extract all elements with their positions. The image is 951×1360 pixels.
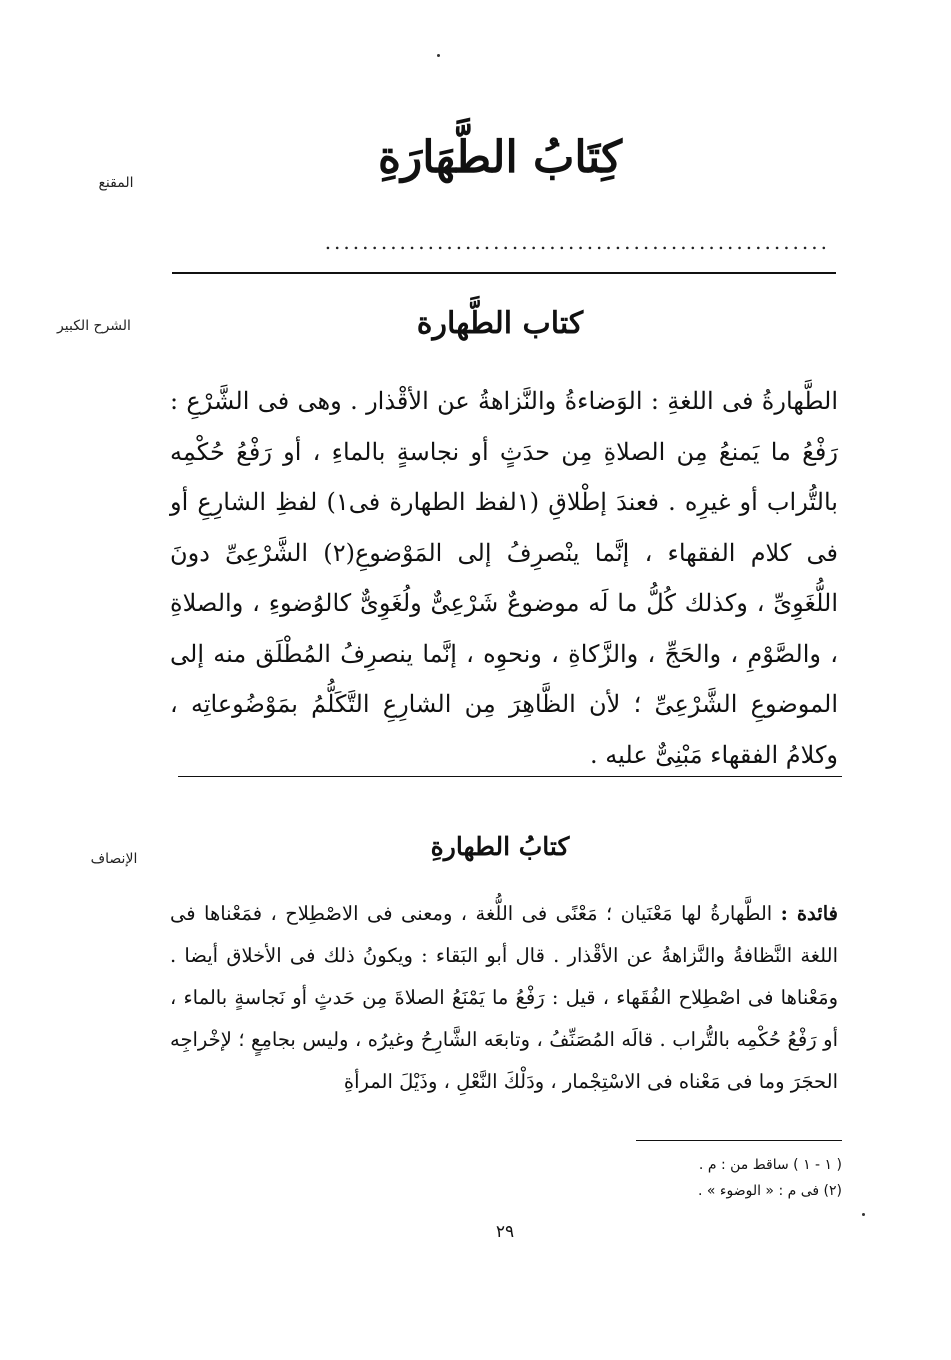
page-number: ٢٩ bbox=[495, 1222, 515, 1242]
footnotes bbox=[470, 1152, 842, 1204]
footnote-1: ( ١ - ١ ) ساقط من : م . bbox=[698, 1157, 842, 1173]
margin-label-insaf: الإنصاف bbox=[90, 851, 138, 867]
scan-speck bbox=[437, 54, 440, 57]
insaf-text: الطَّهارةُ لها مَعْنَيان ؛ مَعْنًى فى اللُّغة ، ومعنى فى الاصْطِلاح ، فمَعْناها فى اللغة النَّظافةُ والنَّزاهةُ عن الأقْذار . قال أبو البَقاء : ويكونُ ذلك فى الأخلاق أيضا . ومَعْناها فى اصْطِلاح الفُقَهاء ، قيل : رَفْعُ ما يَمْنَعُ الصلاةَ مِن حَدثٍ أو نَجاسةٍ بالماء ، أو رَفْعُ حُكْمِه بالتُّراب . قالَه المُصَنِّفُ ، وتابعَه الشَّارِحُ وغيرُه ، وليس بجامِعٍ ؛ لإخْراجِه الحجَرَ وما فى مَعْناه فى الاسْتِجْمار ، ودَلْكَ النَّعْلِ ، وذَيْلَ المرأةِ bbox=[170, 902, 838, 1093]
scan-speck bbox=[862, 1213, 865, 1216]
insaf-title: كتابُ الطهارةِ bbox=[430, 832, 570, 861]
section-rule-top bbox=[172, 272, 836, 274]
footnote-2: (٢) فى م : « الوضوء » . bbox=[697, 1183, 842, 1199]
dotted-separator: ...................................................... bbox=[324, 232, 830, 252]
sharh-text: الطَّهارةُ فى اللغةِ : الوَضاءةُ والنَّزاهةُ عن الأقْذار . وهى فى الشَّرْعِ : رَفْعُ ما يَمنعُ مِن الصلاةِ مِن حدَثٍ أو نجاسةٍ بالماءِ ، أو رَفْعُ حُكْمِه بالتُّراب أو غيرِه . فعندَ إطْلاقِ (١لفظ الطهارة فى١) لفظِ الشارِعِ أو فى كلام الفقهاء ، إنَّما ينْصرِفُ إلى المَوْضوعِ(٢) الشَّرْعِىِّ دونَ اللُّغَوِىِّ ، وكذلك كُلُّ ما لَه موضوعٌ شَرْعِىٌّ ولُغَوِىٌّ كالوُضوءِ ، والصلاةِ ، والصَّوْمِ ، والحَجِّ ، والزَّكاةِ ، ونحوِه ، إنَّما ينصرِفُ المُطْلَق منه إلى الموضوعِ الشَّرْعِىِّ ؛ لأن الظَّاهِرَ مِن الشارِعِ التَّكَلُّمُ بمَوْضُوعاتِه ، وكلامُ الفقهاء مَبْنِىٌّ عليه . bbox=[170, 387, 839, 769]
sharh-title: كتاب الطَّهارة bbox=[416, 306, 584, 341]
margin-label-muqni: المقنع bbox=[98, 175, 134, 191]
muqni-title: كِتَابُ الطَّهَارَةِ bbox=[377, 132, 623, 183]
sharh-paragraph bbox=[170, 376, 839, 769]
insaf-lead: فائدة : bbox=[780, 902, 838, 925]
insaf-paragraph bbox=[170, 893, 838, 1143]
footnote-rule bbox=[636, 1140, 842, 1141]
section-rule-middle bbox=[178, 776, 842, 777]
margin-label-sharh: الشرح الكبير bbox=[57, 318, 131, 334]
